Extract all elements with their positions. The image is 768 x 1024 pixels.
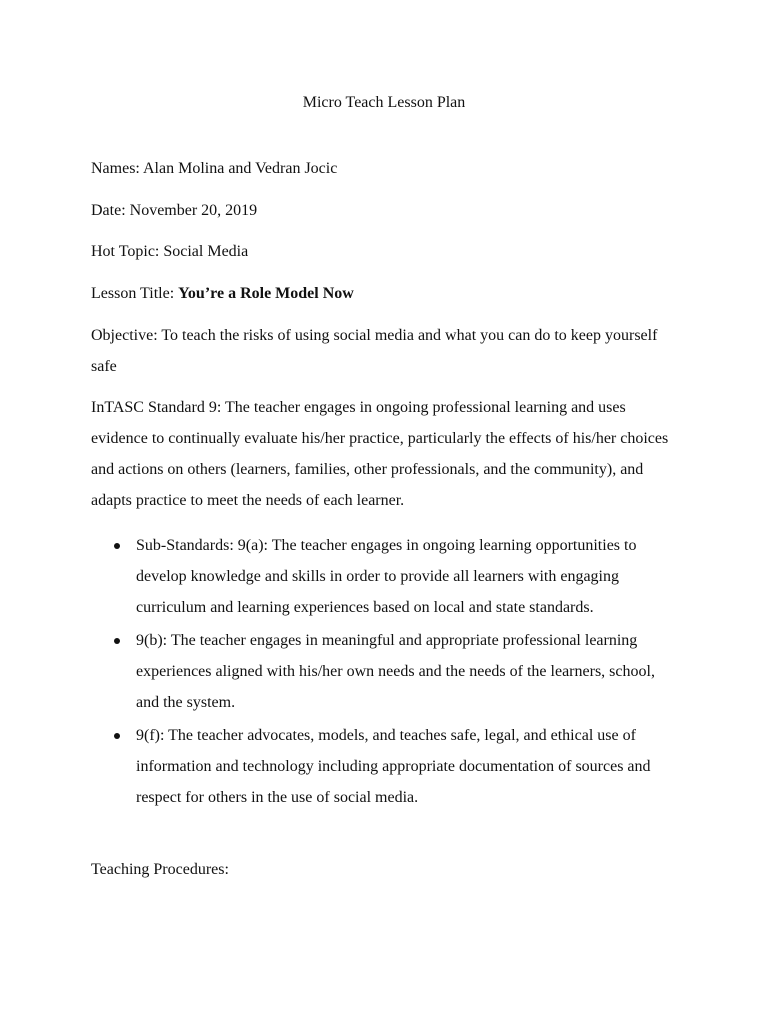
names-line: Names: Alan Molina and Vedran Jocic xyxy=(91,160,338,177)
hot-topic-line: Hot Topic: Social Media xyxy=(91,243,249,260)
list-item xyxy=(91,720,671,813)
objective-paragraph: Objective: To teach the risks of using social media and what you can do to keep yourself safe xyxy=(91,327,658,375)
sub-standards-list xyxy=(91,530,691,815)
bullet-icon xyxy=(114,543,120,549)
lesson-title-value: You’re a Role Model Now xyxy=(178,285,354,302)
teaching-procedures-heading: Teaching Procedures: xyxy=(91,861,229,878)
list-item xyxy=(91,530,671,623)
document-title: Micro Teach Lesson Plan xyxy=(302,94,466,111)
lesson-title-line xyxy=(91,283,691,305)
bullet-icon xyxy=(114,638,120,644)
date-line: Date: November 20, 2019 xyxy=(91,202,258,219)
bullet-icon xyxy=(114,733,120,739)
intasc-standard-paragraph: InTASC Standard 9: The teacher engages in ongoing professional learning and uses evidence to continually evaluate his/her practice, particularly the effects of his/her choices and actions on others (learners, families, other professionals, and the community), and adapts practice to meet the needs of each learner. xyxy=(91,399,669,509)
sub-standard-text: 9(b): The teacher engages in meaningful and appropriate professional learning experiences aligned with his/her own needs and the needs of the learners, school, and the system. xyxy=(136,632,655,711)
list-item xyxy=(91,625,671,718)
lesson-title-label: Lesson Title: xyxy=(91,285,179,302)
sub-standard-text: 9(f): The teacher advocates, models, and teaches safe, legal, and ethical use of information and technology including appropriate documentation of sources and respect for others in the use of social media. xyxy=(136,727,651,806)
sub-standard-text: Sub-Standards: 9(a): The teacher engages in ongoing learning opportunities to develop knowledge and skills in order to provide all learners with engaging curriculum and learning experiences based on local and state standards. xyxy=(136,537,637,616)
